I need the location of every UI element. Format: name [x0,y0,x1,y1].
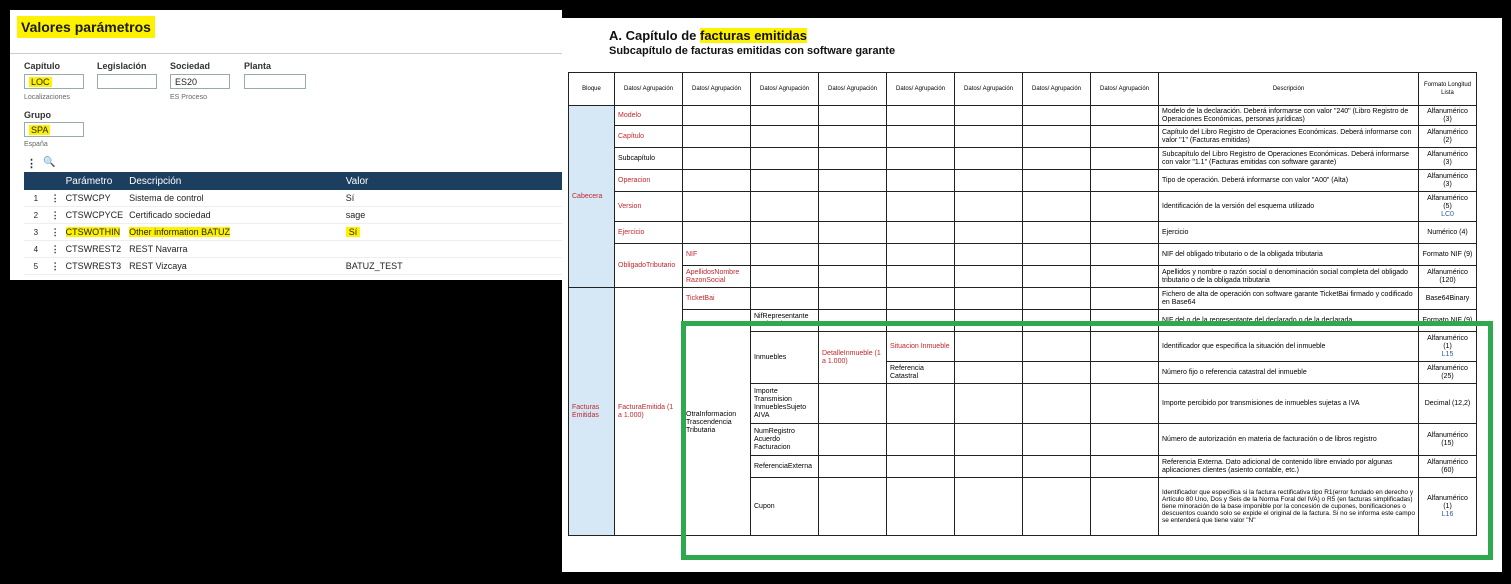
block-facturas: Facturas Emitidas [569,288,615,536]
format-value: Alfanumérico (5) [1427,194,1468,210]
row-menu-icon[interactable]: ⋮ [48,207,63,224]
row-param: CTSWREST2 [63,241,127,258]
table-row[interactable] [24,190,562,207]
row-number: 1 [24,190,48,207]
format-list: L16 [1441,510,1454,518]
header-parametro[interactable]: Parámetro [63,172,127,190]
field-format: Alfanumérico (25) [1419,362,1477,384]
format-value: Alfanumérico (1) [1427,334,1468,350]
spec-row [569,148,1477,170]
row-value [343,241,562,258]
spec-row [569,106,1477,126]
field-format: Alfanumérico (2) [1419,126,1477,148]
header-valor[interactable]: Valor [343,172,562,190]
field-desc: Identificador que especifica la situación del inmueble [1159,332,1419,362]
field-desc: Número de autorización en materia de facturación o de libros registro [1159,424,1419,456]
field-desc: NIF del o de la representante del declarado o de la declarada [1159,310,1419,332]
row-param-highlight: CTSWOTHIN [65,227,121,237]
field-format: Alfanumérico (120) [1419,266,1477,288]
spec-header-row [569,73,1477,106]
sociedad-label: Sociedad [170,61,211,71]
header-datos: Datos/ Agrupación [683,73,751,106]
field-desc: NIF del obligado tributario o de la obligada tributaria [1159,244,1419,266]
header-descripcion[interactable]: Descripción [126,172,343,190]
row-param: CTSWCPYCE [63,207,127,224]
row-number: 3 [24,224,48,241]
grupo-subtext: España [24,141,48,148]
row-number: 5 [24,258,48,275]
field-format: Alfanumérico (3) [1419,170,1477,192]
planta-label: Planta [244,61,272,71]
spec-row [569,170,1477,192]
table-header-row [24,172,562,190]
planta-field[interactable] [244,74,306,89]
header-datos: Datos/ Agrupación [819,73,887,106]
spec-row [569,222,1477,244]
search-icon[interactable]: 🔍 [43,157,56,168]
grupo-field[interactable] [24,122,84,137]
title-divider [10,53,562,54]
field-format: Alfanumérico (3) [1419,106,1477,126]
row-desc: Certificado sociedad [126,207,343,224]
header-descripcion: Descripción [1159,73,1419,106]
row-desc: REST Navarra [126,241,343,258]
table-menu-icon[interactable]: ⋮ [26,158,37,170]
table-row[interactable] [24,258,562,275]
field-name: NifRepresentante Declarado [751,310,819,332]
row-param: CTSWREST3 [63,258,127,275]
row-number: 4 [24,241,48,258]
row-value-highlight: Sí [346,227,361,237]
row-menu-icon[interactable]: ⋮ [48,258,63,275]
header-menu [48,172,63,190]
highlight-frame [681,321,1493,560]
header-num [24,172,48,190]
row-value: sage [343,207,562,224]
format-list: L15 [1441,350,1454,358]
header-datos: Datos/ Agrupación [955,73,1023,106]
row-menu-icon[interactable]: ⋮ [48,190,63,207]
header-datos: Datos/ Agrupación [887,73,955,106]
capitulo-label: Capítulo [24,61,60,71]
row-desc-highlight: Other information BATUZ [129,227,230,237]
spec-row [569,266,1477,288]
field-desc: Modelo de la declaración. Deberá informarse con valor "240" (Libro Registro de Operaciones Económicas, personas jurídicas) [1159,106,1419,126]
header-datos: Datos/ Agrupación [1023,73,1091,106]
field-desc: Fichero de alta de operación con software garante TicketBai firmado y codificado en Base64 [1159,288,1419,310]
row-menu-icon[interactable]: ⋮ [48,224,63,241]
field-format: Alfanumérico (15) [1419,424,1477,456]
header-bloque: Bloque [569,73,615,106]
group-name: OtraInformacion Trascendencia Tributaria [683,310,751,536]
field-name: Version [615,192,683,222]
group-name: FacturaEmitida (1 a 1.000) [615,288,683,536]
header-datos: Datos/ Agrupación [1091,73,1159,106]
parameter-values-panel [10,10,562,280]
block-cabecera: Cabecera [569,106,615,288]
field-name: TicketBai [683,288,751,310]
row-value [343,224,562,241]
field-name: Situacion Inmueble [887,332,955,362]
field-name: Ejercicio [615,222,683,244]
format-list: LC0 [1441,210,1454,218]
row-value: BATUZ_TEST [343,258,562,275]
field-desc: Capítulo del Libro Registro de Operaciones Económicas. Deberá informarse con valor "1" (Facturas emitidas) [1159,126,1419,148]
grupo-value: SPA [31,125,49,135]
field-name: Importe Transmision InmueblesSujeto AIVA [751,384,819,424]
group-name: Inmuebles [751,332,819,384]
header-datos: Datos/ Agrupación [751,73,819,106]
field-format: Formato NIF (9) [1419,310,1477,332]
spec-row [569,192,1477,222]
field-desc: Subcapítulo del Libro Registro de Operaciones Económicas. Deberá informarse con valor "1.1" (Facturas emitidas con software garante) [1159,148,1419,170]
row-number: 2 [24,207,48,224]
legislacion-field[interactable] [97,74,157,89]
spec-row [569,126,1477,148]
group-name: DetalleInmueble (1 a 1.000) [819,332,887,384]
capitulo-field[interactable] [24,74,84,89]
row-menu-icon[interactable]: ⋮ [48,241,63,258]
row-value: Sí [343,190,562,207]
capitulo-value: LOC [31,77,50,87]
field-name: Modelo [615,106,683,126]
field-desc: Identificación de la versión del esquema utilizado [1159,192,1419,222]
sociedad-subtext: ES Proceso [170,94,207,101]
field-format [1419,192,1477,222]
field-format: Base64Binary [1419,288,1477,310]
document-title [609,28,807,43]
format-value: Alfanumérico (1) [1427,494,1468,510]
spec-row [569,244,1477,266]
field-name: Subcapítulo [615,148,683,170]
table-row[interactable] [24,241,562,258]
row-desc: Sistema de control [126,190,343,207]
field-desc: Referencia Externa. Dato adicional de contenido libre enviado por algunas aplicaciones clientes (asiento contable, etc.) [1159,456,1419,478]
title-highlight: facturas emitidas [700,28,807,43]
page-title: Valores parámetros [17,16,155,38]
field-format: Numérico (4) [1419,222,1477,244]
sociedad-field[interactable]: ES20 [170,74,230,89]
field-name: Referencia Catastral [887,362,955,384]
header-datos: Datos/ Agrupación [615,73,683,106]
grupo-label: Grupo [24,110,51,120]
field-name: ReferenciaExterna [751,456,819,478]
field-desc: Importe percibido por transmisiones de inmuebles sujetas a IVA [1159,384,1419,424]
document-subtitle: Subcapítulo de facturas emitidas con software garante [609,45,896,57]
field-format: Alfanumérico (3) [1419,148,1477,170]
field-desc: Identificador que especifica si la factura rectificativa tipo R1(error fundado en derecho y Artículo 80 Uno, Dos y Seis de la Norma Foral del IVA) o R5 (en facturas simplificadas) tiene minoración de la base imponible por la concesión de cupones, bonificaciones o descuentos cuando solo se expide el original de la factura. Si no se informa este campo se entenderá que tiene valor "N" [1159,478,1419,536]
field-format: Alfanumérico (60) [1419,456,1477,478]
field-format: Decimal (12,2) [1419,384,1477,424]
legislacion-label: Legislación [97,61,147,71]
row-desc [126,224,343,241]
field-name: NumRegistro Acuerdo Facturacion [751,424,819,456]
field-name: Capítulo [615,126,683,148]
capitulo-subtext: Localizaciones [24,94,70,101]
field-name: NIF [683,244,751,266]
header-formato: Formato Longitud Lista [1419,73,1477,106]
field-desc: Tipo de operación. Deberá informarse con valor "A00" (Alta) [1159,170,1419,192]
table-row[interactable] [24,207,562,224]
row-desc: REST Vizcaya [126,258,343,275]
row-param [63,224,127,241]
group-name: ObligadoTributario [615,244,683,288]
field-desc: Apellidos y nombre o razón social o denominación social completa del obligado tributario o de la obligada tributaria [1159,266,1419,288]
row-param: CTSWCPY [63,190,127,207]
field-desc: Número fijo o referencia catastral del inmueble [1159,362,1419,384]
field-name: Cupon [751,478,819,536]
spec-row [569,288,1477,310]
title-prefix: A. Capítulo de [609,28,700,43]
table-row[interactable] [24,224,562,241]
field-name: Operacion [615,170,683,192]
parameters-table [24,172,562,275]
field-name: ApellidosNombre RazonSocial [683,266,751,288]
field-desc: Ejercicio [1159,222,1419,244]
field-format: Formato NIF (9) [1419,244,1477,266]
